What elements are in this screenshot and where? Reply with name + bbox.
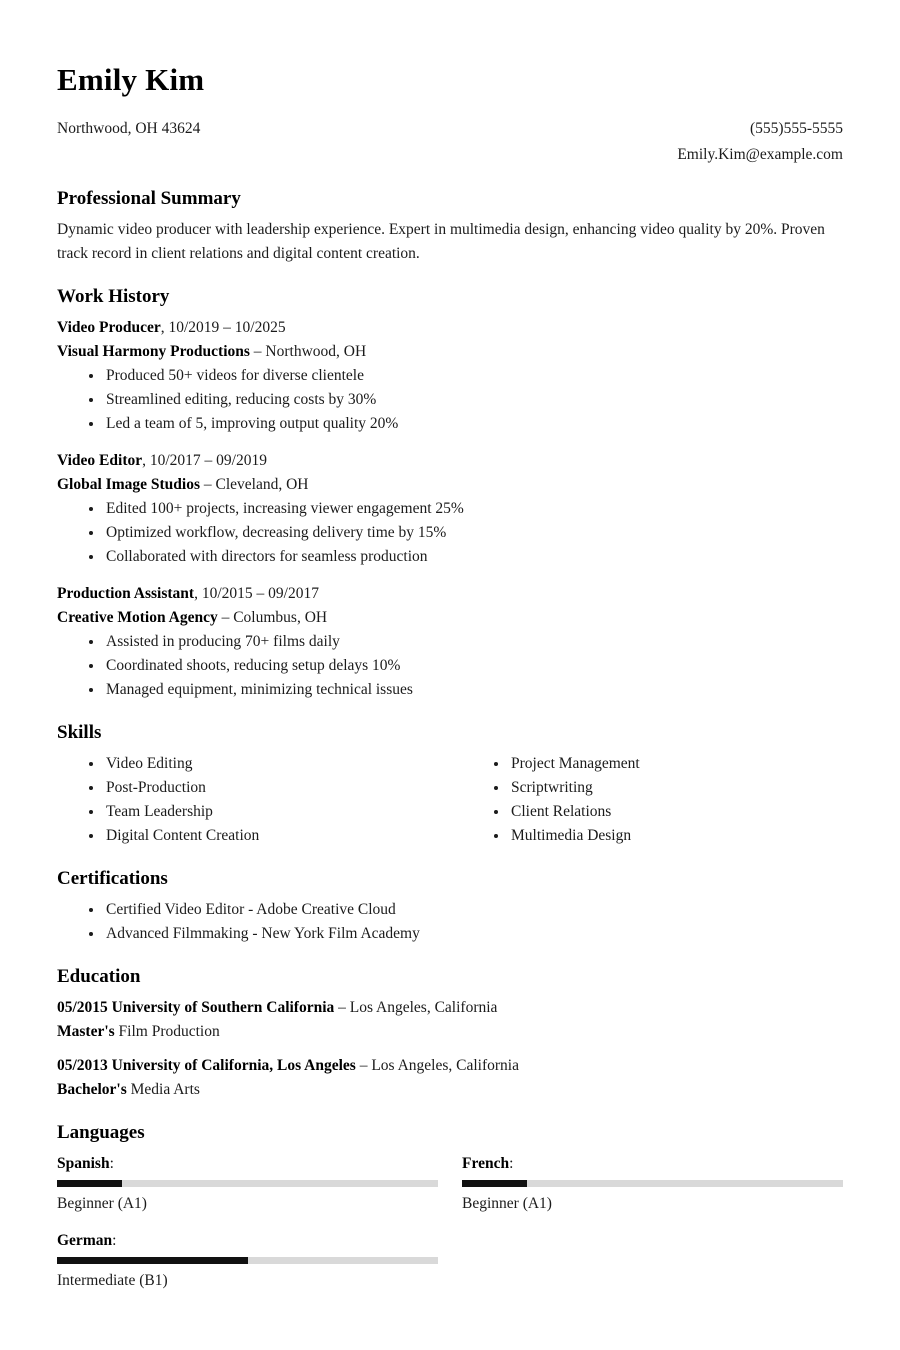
education-school-line [57,996,843,1020]
language-level: Beginner (A1) [462,1195,552,1212]
job-bullet: • Assisted in producing 70+ films daily [104,630,843,654]
language-name-line [57,1229,438,1253]
job-dates: , 10/2015 – 09/2017 [194,585,319,602]
summary-title: Professional Summary [57,188,241,209]
contact-section [57,116,843,168]
skill-item: • Multimedia Design [509,824,843,848]
job-location: – Northwood, OH [249,343,367,360]
job-bullet: • Coordinated shoots, reducing setup delays 10% [104,654,843,678]
job-bullet-list [57,497,843,569]
language-proficiency-fill [57,1257,248,1264]
section-education [57,965,843,1102]
contact-details [677,116,843,168]
skills-list-right [462,752,843,848]
education-entry [57,1054,843,1102]
education-degree-line [57,1078,843,1102]
language-name-line [462,1152,843,1176]
job-bullet: • Optimized workflow, decreasing delivery time by 15% [104,521,843,545]
language-entry [57,1229,438,1293]
language-colon: : [112,1232,117,1249]
education-title: Education [57,966,141,987]
education-field: Media Arts [130,1081,200,1098]
job-dates: , 10/2017 – 09/2019 [142,452,267,469]
education-degree: Bachelor's [57,1081,127,1098]
language-name-line [57,1152,438,1176]
education-date-school: 05/2013 University of California, Los Angeles [57,1057,356,1074]
job-entry [57,316,843,436]
job-bullet: • Produced 50+ videos for diverse clientele [104,364,843,388]
language-proficiency-fill [462,1180,527,1187]
education-degree: Master's [57,1023,115,1040]
language-proficiency-bar [57,1257,438,1264]
language-colon: : [109,1155,114,1172]
job-location: – Columbus, OH [217,609,328,626]
certifications-title: Certifications [57,868,168,889]
language-proficiency-bar [57,1180,438,1187]
language-level: Beginner (A1) [57,1195,147,1212]
work-history-title: Work History [57,286,170,307]
company-name: Creative Motion Agency [57,609,218,626]
job-bullet: • Managed equipment, minimizing technical issues [104,678,843,702]
job-title-line [57,316,843,340]
education-location: – Los Angeles, California [334,999,498,1016]
job-bullet-list [57,630,843,702]
certification-item: • Certified Video Editor - Adobe Creative Cloud [104,898,843,922]
company-name: Visual Harmony Productions [57,343,250,360]
contact-location: Northwood, OH 43624 [57,120,201,137]
job-bullet: • Led a team of 5, improving output quality 20% [104,412,843,436]
job-company-line [57,606,843,630]
language-name: French [462,1155,510,1172]
job-bullet: • Streamlined editing, reducing costs by 30% [104,388,843,412]
section-certifications [57,867,843,946]
job-title: Production Assistant [57,585,195,602]
job-dates: , 10/2019 – 10/2025 [160,319,286,336]
job-title: Video Producer [57,319,161,336]
certification-item: • Advanced Filmmaking - New York Film Academy [104,922,843,946]
skills-list-left [57,752,438,848]
job-title-line [57,449,843,473]
skill-item: • Project Management [509,752,843,776]
language-entry [462,1152,843,1216]
education-school-line [57,1054,843,1078]
section-professional-summary [57,187,843,266]
job-company-line [57,340,843,364]
education-date-school: 05/2015 University of Southern California [57,999,335,1016]
skill-item: • Video Editing [104,752,438,776]
language-level: Intermediate (B1) [57,1272,168,1289]
language-proficiency-bar [462,1180,843,1187]
language-proficiency-fill [57,1180,122,1187]
job-title-line [57,582,843,606]
education-field: Film Production [118,1023,220,1040]
section-work-history [57,285,843,702]
candidate-name: Emily Kim [57,62,205,97]
language-entry [57,1152,438,1216]
job-entry [57,582,843,702]
language-colon: : [509,1155,514,1172]
education-location: – Los Angeles, California [355,1057,519,1074]
job-entry [57,449,843,569]
education-degree-line [57,1020,843,1044]
language-name: Spanish [57,1155,110,1172]
skills-title: Skills [57,722,102,743]
skills-columns [57,752,843,848]
skill-item: • Team Leadership [104,800,438,824]
job-title: Video Editor [57,452,143,469]
education-entry [57,996,843,1044]
company-name: Global Image Studios [57,476,200,493]
job-bullet: • Edited 100+ projects, increasing viewer engagement 25% [104,497,843,521]
skill-item: • Post-Production [104,776,438,800]
section-skills [57,721,843,848]
languages-title: Languages [57,1122,145,1143]
languages-grid [57,1152,843,1293]
certifications-list [57,898,843,946]
job-company-line [57,473,843,497]
job-bullet-list [57,364,843,436]
contact-email: Emily.Kim@example.com [677,146,843,163]
contact-phone: (555)555-5555 [750,120,843,137]
job-location: – Cleveland, OH [199,476,309,493]
language-name: German [57,1232,113,1249]
section-languages [57,1121,843,1293]
job-bullet: • Collaborated with directors for seamless production [104,545,843,569]
skill-item: • Digital Content Creation [104,824,438,848]
skill-item: • Client Relations [509,800,843,824]
summary-text: Dynamic video producer with leadership experience. Expert in multimedia design, enhancing video quality by 20%. Proven track record in client relations and digital content creation. [57,221,825,262]
skill-item: • Scriptwriting [509,776,843,800]
